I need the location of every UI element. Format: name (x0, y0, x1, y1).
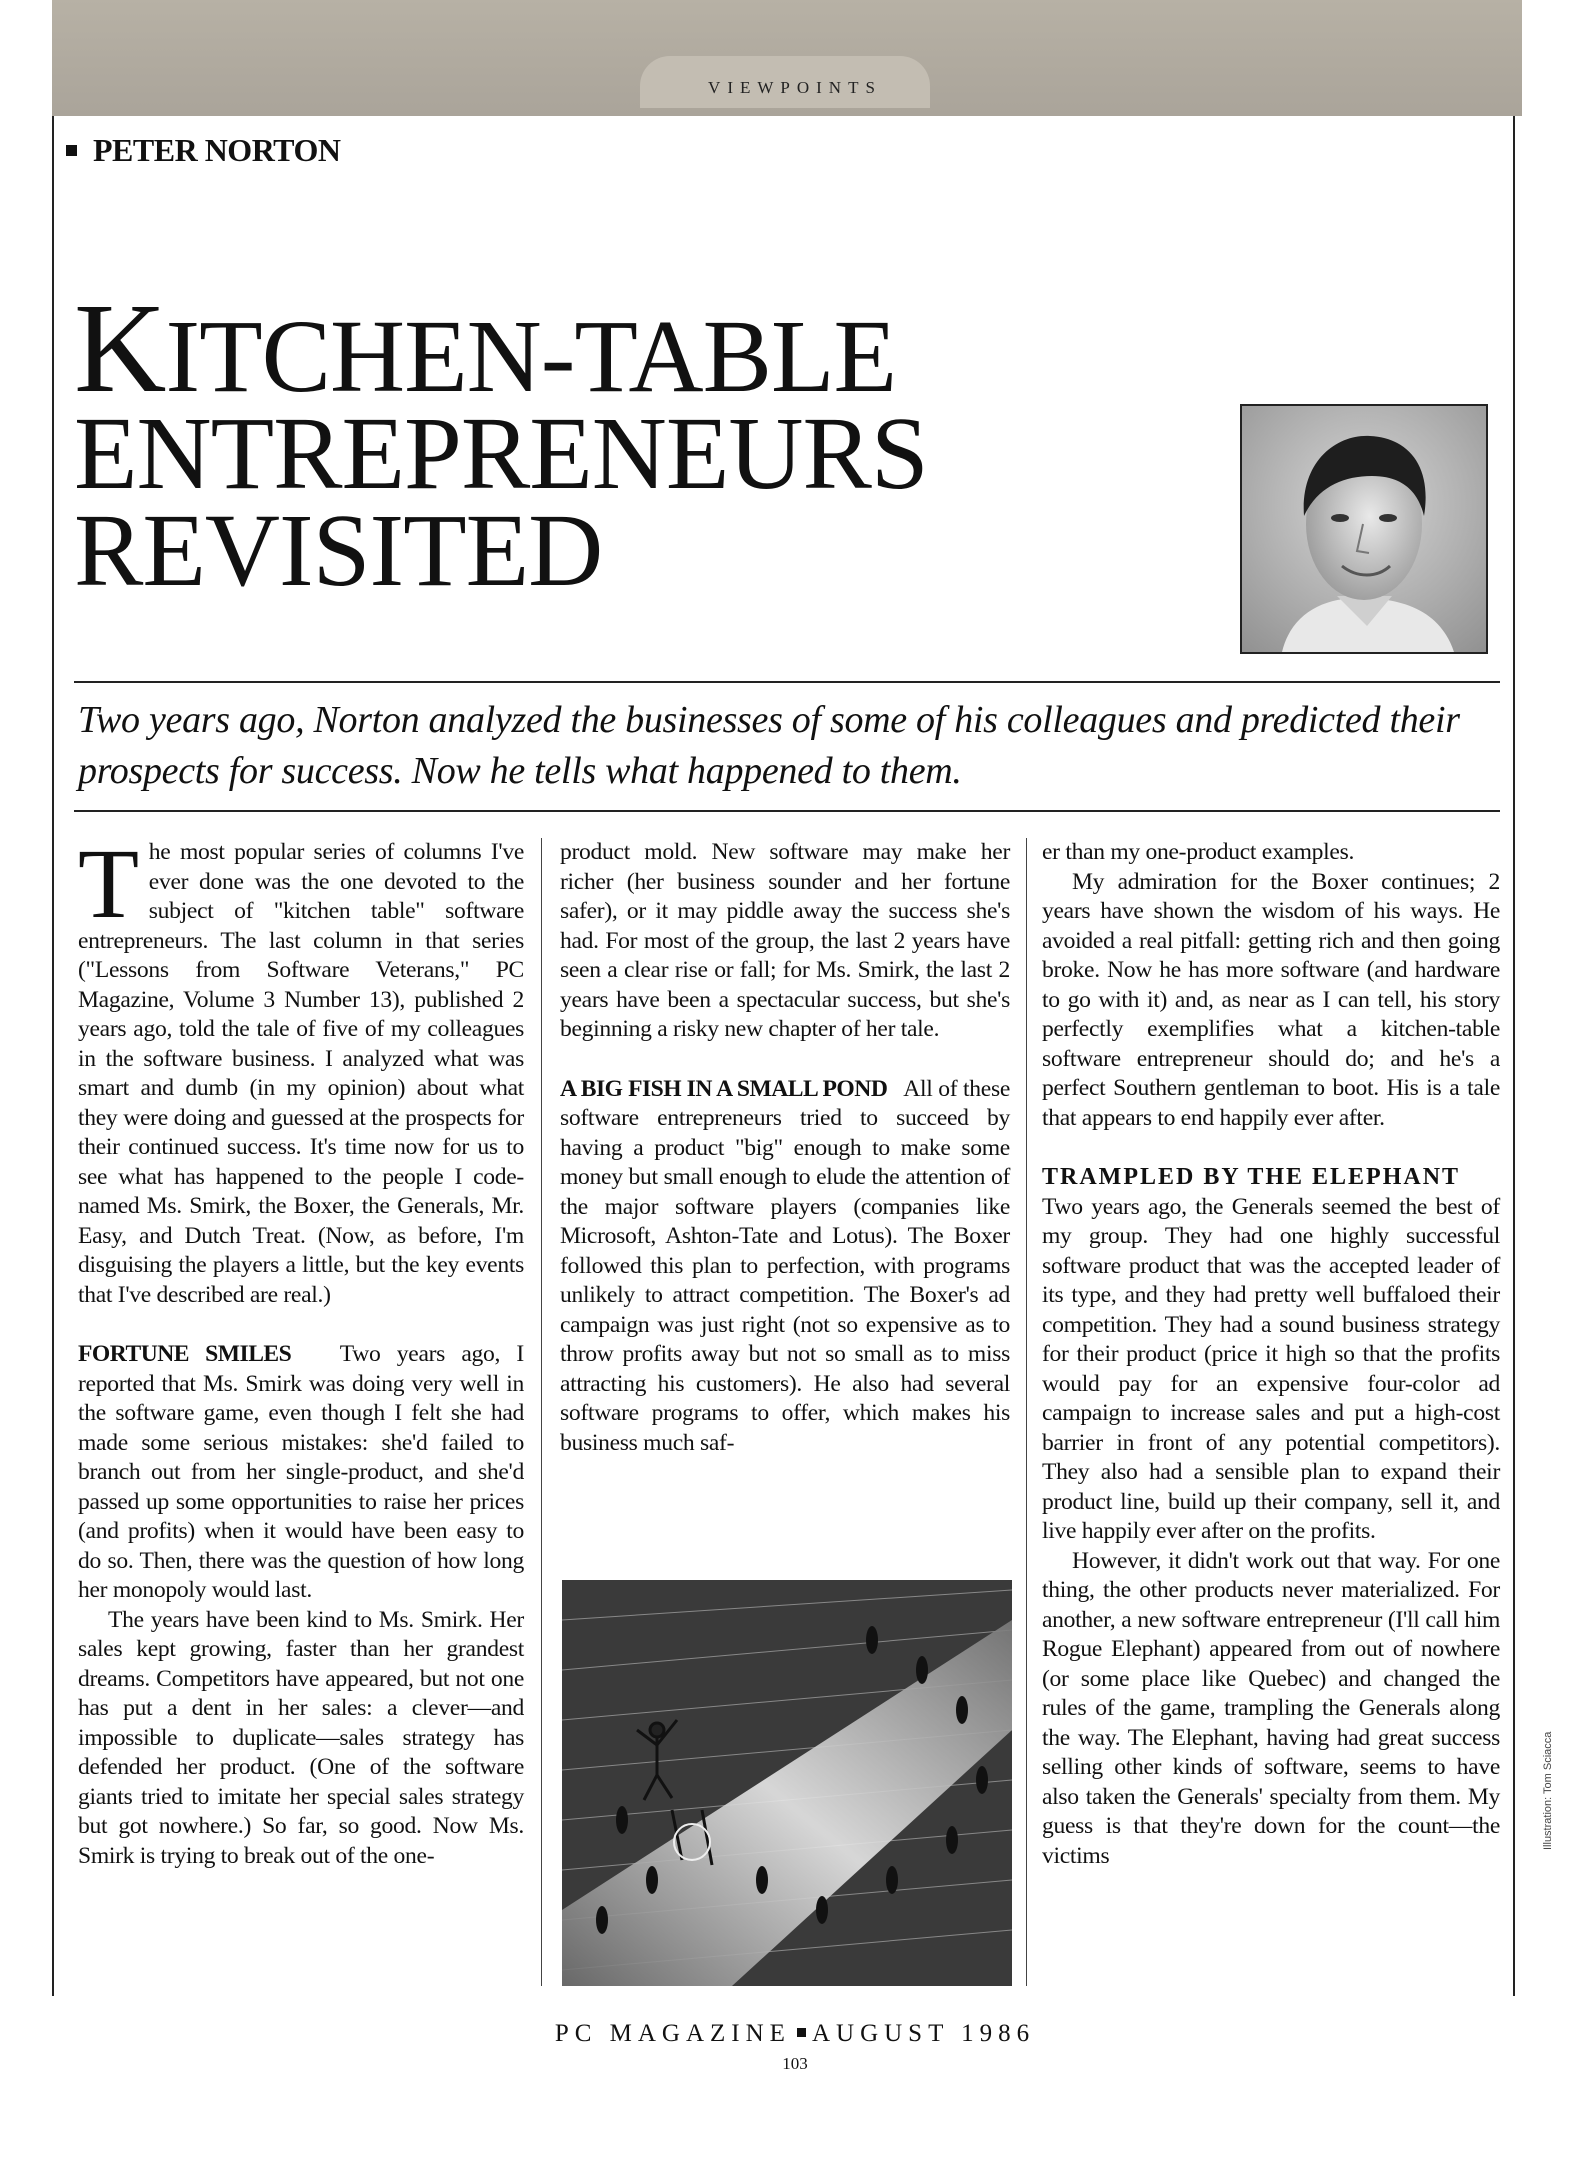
page-number: 103 (782, 2054, 808, 2073)
bullet-square-icon (797, 2028, 806, 2037)
article-column-1 (78, 828, 524, 1871)
paragraph-text: product mold. New software may make her richer (her business sounder and her fortune safer), or it may piddle away the success she's had. For most of the group, the last 2 years have seen a clear rise or fall; for Ms. Smirk, the last 2 years have been a spectacular success, but she's beginning a risky new chapter of her tale. (560, 839, 1010, 1042)
headline-line-1 (74, 277, 1174, 419)
column-rule-1 (541, 838, 542, 1986)
drop-cap: T (78, 828, 139, 939)
article-column-2 (560, 838, 1010, 1458)
deck-top-rule (74, 681, 1500, 683)
paragraph (560, 1075, 1010, 1459)
paragraph (560, 838, 1010, 1045)
paragraph-text: Two years ago, the Generals seemed the best of my group. They had one highly successful software product that was the accepted leader of its type, and they had pretty well buffaloed their competition. They had a sound business strategy for their product (price it high so that the profits would pay for an expensive four-color ad campaign to increase sales and put a high-cost barrier in front of any potential competitors). They also had a sensible plan to expand their product line, build up their company, sell it, and live happily ever after on the profits. (1042, 1193, 1500, 1544)
frame-right-rule (1513, 116, 1515, 1996)
footer-magazine: PC MAGAZINE (554, 2020, 791, 2047)
bullet-square-icon (66, 145, 77, 156)
section-label: VIEWPOINTS (708, 78, 882, 97)
frame-left-rule (52, 116, 54, 1996)
deck-subtitle: Two years ago, Norton analyzed the businesses of some of his colleagues and predicted their prospects for success. Now he tells what happened to them. (78, 699, 1460, 792)
headline-line-3: REVISITED (74, 493, 603, 608)
illustration-fencers (562, 1580, 1012, 1986)
subhead-fortune-smiles: FORTUNE SMILES (78, 1341, 292, 1367)
column-rule-2 (1026, 838, 1027, 1986)
article-column-3 (1042, 838, 1500, 1871)
subhead-big-fish: A BIG FISH IN A SMALL POND (560, 1075, 888, 1102)
paragraph (1042, 868, 1500, 1134)
paragraph-text: Two years ago, I reported that Ms. Smirk was doing very well in the software game, even though I felt she had made some serious mistakes: she'd failed to branch out from her single-product, and she'd passed up some opportunities to raise her prices (and profits) when it would have been easy to do so. Then, there was the question of how long her monopoly would last. (78, 1341, 524, 1603)
headline-line-2: ENTREPRENEURS (74, 396, 928, 511)
author-photo (1240, 404, 1488, 654)
subhead-trampled: TRAMPLED BY THE ELEPHANT (1042, 1164, 1461, 1190)
footer-date: AUGUST 1986 (811, 2020, 1036, 2047)
author-byline (66, 132, 340, 169)
illustration-credit: Illustration: Tom Sciacca (1542, 1731, 1554, 1850)
paragraph-text: All of these software entrepreneurs tried to succeed by having a product "big" enough to make some money but small enough to elude the attention of the major software players (companies like Microsoft, Ashton-Tate and Lotus). The Boxer followed this plan to perfection, with programs unlikely to attract competition. The Boxer's ad campaign was just right (not so expensive as to throw profits away but not so small as to miss attracting his customers). He also had several software programs to offer, which makes his business much saf- (560, 1075, 1010, 1456)
paragraph (78, 828, 524, 1310)
paragraph-text: However, it didn't work out that way. For one thing, the other products never materialized. For another, a new software entrepreneur (I'll call him Rogue Elephant) appeared from out of nowhere (or some place like Quebec) and changed the rules of the game, trampling the Generals along the way. The Elephant, having had great success selling other kinds of software, seems to have also taken the Generals' specialty from them. My guess is that they're down for the count—the victims (1042, 1547, 1500, 1869)
paragraph-text: he most popular series of columns I've ever done was the one devoted to the subject of "kitchen table" software entrepreneurs. The last column in that series ("Lessons from Software Veterans," PC Magazine, Volume 3 Number 13), published 2 years ago, told the tale of five of my colleagues in the software business. I analyzed what was smart and dumb (in my opinion) about what they were doing and guessed at the prospects for their continued success. It's time now for us to see what has happened to the people I code-named Ms. Smirk, the Boxer, the Generals, Mr. Easy, and Dutch Treat. (Now, as before, I'm disguising the players a little, but the key events that I've described are real.) (78, 839, 524, 1308)
footer (0, 2020, 1590, 2048)
paragraph-text: The years have been kind to Ms. Smirk. Her sales kept growing, faster than her grandest dreams. Competitors have appeared, but not one has put a dent in her sales: a clever—and impossible to duplicate—sales strategy has defended her product. (One of the software giants tried to imitate her special sales strategy but got nowhere.) So far, so good. Now Ms. Smirk is trying to break out of the one- (78, 1606, 524, 1869)
deck-bottom-rule (74, 810, 1500, 812)
author-name: PETER NORTON (93, 132, 341, 168)
paragraph (1042, 1163, 1500, 1547)
paragraph (78, 1340, 524, 1606)
paragraph-text: er than my one-product examples. (1042, 839, 1355, 865)
paragraph-text: My admiration for the Boxer continues; 2 years have shown the wisdom of his ways. He avoided a real pitfall: getting rich and then going broke. Now he has more software (and hardware to go with it) and, as near as I can tell, his story perfectly exemplifies what a kitchen-table software entrepreneur should do; and he's a perfect Southern gentleman to boot. His is a tale that appears to end happily ever after. (1042, 868, 1500, 1131)
headline-line-1-rest: ITCHEN-TABLE (165, 299, 897, 414)
headline-cap-letter: K (74, 277, 166, 419)
paragraph (1042, 838, 1500, 868)
paragraph (78, 1606, 524, 1872)
paragraph (1042, 1547, 1500, 1872)
headline (74, 277, 1174, 608)
